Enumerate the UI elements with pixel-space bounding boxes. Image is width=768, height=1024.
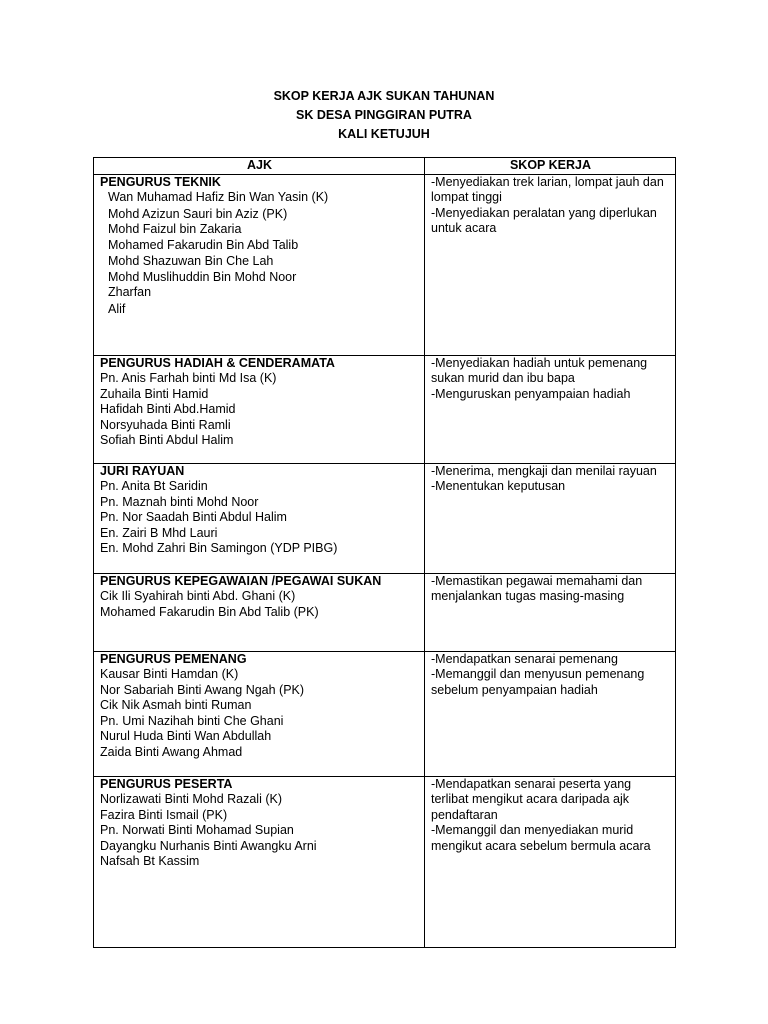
member-name: Pn. Anita Bt Saridin — [100, 479, 208, 493]
member-name: Norsyuhada Binti Ramli — [100, 417, 231, 432]
table-row — [94, 355, 676, 463]
scope-cell — [425, 651, 676, 776]
committee-cell — [94, 463, 425, 573]
member-name: Sofiah Binti Abdul Halim — [100, 433, 234, 447]
duty-text: -Memastikan pegawai memahami dan menjalankan tugas masing-masing — [431, 573, 643, 603]
committee-title: PENGURUS HADIAH & CENDERAMATA — [100, 355, 335, 370]
member-name: En. Zairi B Mhd Lauri — [100, 525, 218, 540]
committee-cell — [94, 174, 425, 355]
title-line-1: SKOP KERJA AJK SUKAN TAHUNAN — [273, 89, 495, 103]
duty-text: -Menyediakan peralatan yang diperlukan untuk acara — [431, 205, 657, 235]
duty-text: -Menerima, mengkaji dan menilai rayuan — [431, 463, 657, 478]
header-ajk: AJK — [94, 158, 425, 175]
committee-title: JURI RAYUAN — [100, 463, 185, 478]
member-name: Mohd Shazuwan Bin Che Lah — [108, 253, 274, 268]
member-name: Mohd Muslihuddin Bin Mohd Noor — [108, 269, 297, 284]
committee-cell — [94, 651, 425, 776]
member-name: Pn. Nor Saadah Binti Abdul Halim — [100, 510, 287, 524]
table-row — [94, 651, 676, 776]
member-name: Pn. Anis Farhah binti Md Isa (K) — [100, 371, 277, 385]
duty-text: -Menguruskan penyampaian hadiah — [431, 386, 631, 401]
document-title — [0, 87, 768, 144]
table-row — [94, 776, 676, 947]
table-row — [94, 463, 676, 573]
member-name: Zharfan — [108, 285, 152, 300]
member-name: Nurul Huda Binti Wan Abdullah — [100, 729, 272, 743]
member-name: Nor Sabariah Binti Awang Ngah (PK) — [100, 682, 305, 697]
scope-cell — [425, 573, 676, 651]
table-row — [94, 174, 676, 355]
member-name: Pn. Norwati Binti Mohamad Supian — [100, 823, 294, 837]
title-line-3: KALI KETUJUH — [338, 127, 430, 141]
member-name: Pn. Maznah binti Mohd Noor — [100, 494, 259, 509]
member-name: Hafidah Binti Abd.Hamid — [100, 402, 236, 416]
member-name: Zaida Binti Awang Ahmad — [100, 744, 243, 759]
member-name: Cik Nik Asmah binti Ruman — [100, 698, 252, 712]
member-name: Kausar Binti Hamdan (K) — [100, 667, 239, 681]
scope-cell — [425, 355, 676, 463]
duty-text: -Menentukan keputusan — [431, 479, 566, 493]
member-name: Mohamed Fakarudin Bin Abd Talib (PK) — [100, 604, 319, 619]
member-name: Norlizawati Binti Mohd Razali (K) — [100, 792, 283, 806]
member-name: Mohd Azizun Sauri bin Aziz (PK) — [108, 206, 288, 221]
table-row — [94, 573, 676, 651]
scope-cell — [425, 463, 676, 573]
member-name: Fazira Binti Ismail (PK) — [100, 807, 228, 822]
duty-text: -Menyediakan hadiah untuk pemenang sukan murid dan ibu bapa — [431, 355, 648, 385]
header-skop-kerja: SKOP KERJA — [425, 158, 676, 175]
member-name: Alif — [108, 301, 126, 316]
committee-title: PENGURUS PEMENANG — [100, 651, 247, 666]
member-name: Mohamed Fakarudin Bin Abd Talib — [108, 238, 299, 253]
committee-cell — [94, 355, 425, 463]
scope-cell — [425, 174, 676, 355]
member-name: Cik Ili Syahirah binti Abd. Ghani (K) — [100, 589, 296, 603]
committee-title: PENGURUS KEPEGAWAIAN /PEGAWAI SUKAN — [100, 573, 382, 588]
duty-text: -Mendapatkan senarai pemenang — [431, 651, 618, 666]
duty-text: -Menyediakan trek larian, lompat jauh dan lompat tinggi — [431, 174, 664, 204]
table-header-row — [94, 158, 676, 175]
duty-text: -Memanggil dan menyediakan murid mengikut acara sebelum bermula acara — [431, 823, 651, 853]
member-name: Wan Muhamad Hafiz Bin Wan Yasin (K) — [108, 190, 329, 204]
member-name: En. Mohd Zahri Bin Samingon (YDP PIBG) — [100, 541, 338, 555]
member-name: Zuhaila Binti Hamid — [100, 386, 209, 401]
committee-title: PENGURUS TEKNIK — [100, 174, 221, 189]
duty-text: -Mendapatkan senarai peserta yang terlibat mengikut acara daripada ajk pendaftaran — [431, 776, 632, 822]
committee-title: PENGURUS PESERTA — [100, 776, 233, 791]
committee-cell — [94, 776, 425, 947]
member-name: Dayangku Nurhanis Binti Awangku Arni — [100, 838, 317, 853]
duty-text: -Memanggil dan menyusun pemenang sebelum penyampaian hadiah — [431, 667, 645, 697]
scope-table — [93, 157, 676, 948]
title-line-2: SK DESA PINGGIRAN PUTRA — [296, 108, 472, 122]
scope-cell — [425, 776, 676, 947]
member-name: Mohd Faizul bin Zakaria — [108, 222, 242, 237]
committee-cell — [94, 573, 425, 651]
member-name: Pn. Umi Nazihah binti Che Ghani — [100, 713, 284, 728]
member-name: Nafsah Bt Kassim — [100, 854, 200, 868]
